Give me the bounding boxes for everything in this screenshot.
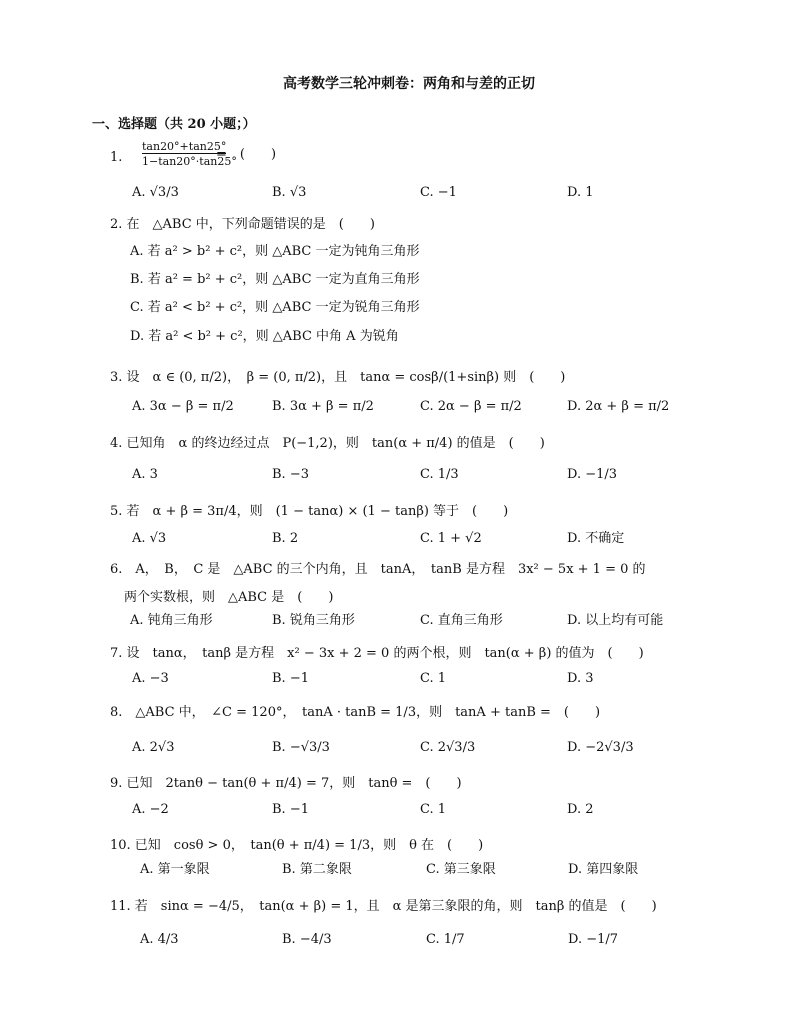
q3-option-a[interactable]: A. 3α − β = π/2 <box>132 399 234 414</box>
q3-option-d[interactable]: D. 2α + β = π/2 <box>567 399 670 414</box>
q6-stem-line2: 两个实数根，则 △ABC 是 ( ) <box>124 590 334 605</box>
q3-option-b[interactable]: B. 3α + β = π/2 <box>272 399 374 414</box>
q1-option-b[interactable]: B. √3 <box>272 185 307 200</box>
q1-option-a[interactable]: A. √3/3 <box>132 185 179 200</box>
q9-option-d[interactable]: D. 2 <box>567 802 594 817</box>
q7-option-b[interactable]: B. −1 <box>272 671 309 686</box>
q9-stem: 9. 已知 2tanθ − tan(θ + π/4) = 7，则 tanθ = ( ) <box>110 776 462 791</box>
q10-option-a[interactable]: A. 第一象限 <box>140 862 210 877</box>
q9-option-b[interactable]: B. −1 <box>272 802 309 817</box>
q1-fraction-denominator: 1−tan20°·tan25° <box>142 155 237 168</box>
q4-option-b[interactable]: B. −3 <box>272 467 309 482</box>
q4-option-d[interactable]: D. −1/3 <box>567 467 618 482</box>
q11-option-b[interactable]: B. −4/3 <box>282 932 332 947</box>
q7-option-a[interactable]: A. −3 <box>132 671 169 686</box>
q9-option-a[interactable]: A. −2 <box>132 802 169 817</box>
q2-option-b[interactable]: B. 若 a² = b² + c²，则 △ABC 一定为直角三角形 <box>130 272 420 287</box>
q8-option-d[interactable]: D. −2√3/3 <box>567 740 634 755</box>
q5-option-c[interactable]: C. 1 + √2 <box>420 531 482 546</box>
q3-option-c[interactable]: C. 2α − β = π/2 <box>420 399 522 414</box>
q3-stem: 3. 设 α ∈ (0, π/2)， β = (0, π/2)，且 tanα = cosβ/(1+sinβ) 则 ( ) <box>110 370 566 385</box>
q1-option-d[interactable]: D. 1 <box>567 185 594 200</box>
q5-stem: 5. 若 α + β = 3π/4，则 (1 − tanα) × (1 − tanβ) 等于 ( ) <box>110 504 509 519</box>
q1-number: 1. <box>110 150 123 165</box>
q6-option-b[interactable]: B. 锐角三角形 <box>272 613 355 628</box>
q6-option-d[interactable]: D. 以上均有可能 <box>567 613 664 628</box>
q10-option-c[interactable]: C. 第三象限 <box>426 862 496 877</box>
q6-option-a[interactable]: A. 钝角三角形 <box>130 613 213 628</box>
page-title: 高考数学三轮冲刺卷：两角和与差的正切 <box>283 76 535 92</box>
q11-stem: 11. 若 sinα = −4/5， tan(α + β) = 1，且 α 是第三象限的角，则 tanβ 的值是 ( ) <box>110 899 657 914</box>
q5-option-b[interactable]: B. 2 <box>272 531 299 546</box>
q1-fraction-numerator: tan20°+tan25° <box>142 140 227 153</box>
q5-option-d[interactable]: D. 不确定 <box>567 531 625 546</box>
q7-option-d[interactable]: D. 3 <box>567 671 594 686</box>
q5-option-a[interactable]: A. √3 <box>132 531 167 546</box>
q1-option-c[interactable]: C. −1 <box>420 185 457 200</box>
q7-stem: 7. 设 tanα， tanβ 是方程 x² − 3x + 2 = 0 的两个根，则 tan(α + β) 的值为 ( ) <box>110 646 644 661</box>
q6-stem: 6. A， B， C 是 △ABC 的三个内角，且 tanA， tanB 是方程 3x² − 5x + 1 = 0 的 <box>110 562 646 577</box>
q9-option-c[interactable]: C. 1 <box>420 802 447 817</box>
q8-option-b[interactable]: B. −√3/3 <box>272 740 330 755</box>
q1-stem-tail: = ( ) <box>216 147 277 162</box>
q2-option-d[interactable]: D. 若 a² < b² + c²，则 △ABC 中角 A 为锐角 <box>130 329 399 344</box>
q8-option-c[interactable]: C. 2√3/3 <box>420 740 476 755</box>
q7-option-c[interactable]: C. 1 <box>420 671 447 686</box>
q11-option-c[interactable]: C. 1/7 <box>426 932 465 947</box>
q2-option-a[interactable]: A. 若 a² > b² + c²，则 △ABC 一定为钝角三角形 <box>130 244 420 259</box>
q10-option-d[interactable]: D. 第四象限 <box>568 862 639 877</box>
q4-option-c[interactable]: C. 1/3 <box>420 467 459 482</box>
section-heading: 一、选择题（共 20 小题；） <box>92 117 256 132</box>
q8-option-a[interactable]: A. 2√3 <box>132 740 175 755</box>
q11-option-a[interactable]: A. 4/3 <box>140 932 179 947</box>
q4-option-a[interactable]: A. 3 <box>132 467 158 482</box>
q4-stem: 4. 已知角 α 的终边经过点 P(−1,2)，则 tan(α + π/4) 的值是 ( ) <box>110 436 545 451</box>
q10-option-b[interactable]: B. 第二象限 <box>282 862 352 877</box>
q2-option-c[interactable]: C. 若 a² < b² + c²，则 △ABC 一定为锐角三角形 <box>130 300 420 315</box>
q8-stem: 8. △ABC 中， ∠C = 120°， tanA · tanB = 1/3，则 tanA + tanB = ( ) <box>110 705 601 720</box>
q2-stem: 2. 在 △ABC 中，下列命题错误的是 ( ) <box>110 217 375 232</box>
q10-stem: 10. 已知 cosθ > 0， tan(θ + π/4) = 1/3，则 θ 在 ( ) <box>110 838 484 853</box>
q6-option-c[interactable]: C. 直角三角形 <box>420 613 503 628</box>
q11-option-d[interactable]: D. −1/7 <box>568 932 619 947</box>
